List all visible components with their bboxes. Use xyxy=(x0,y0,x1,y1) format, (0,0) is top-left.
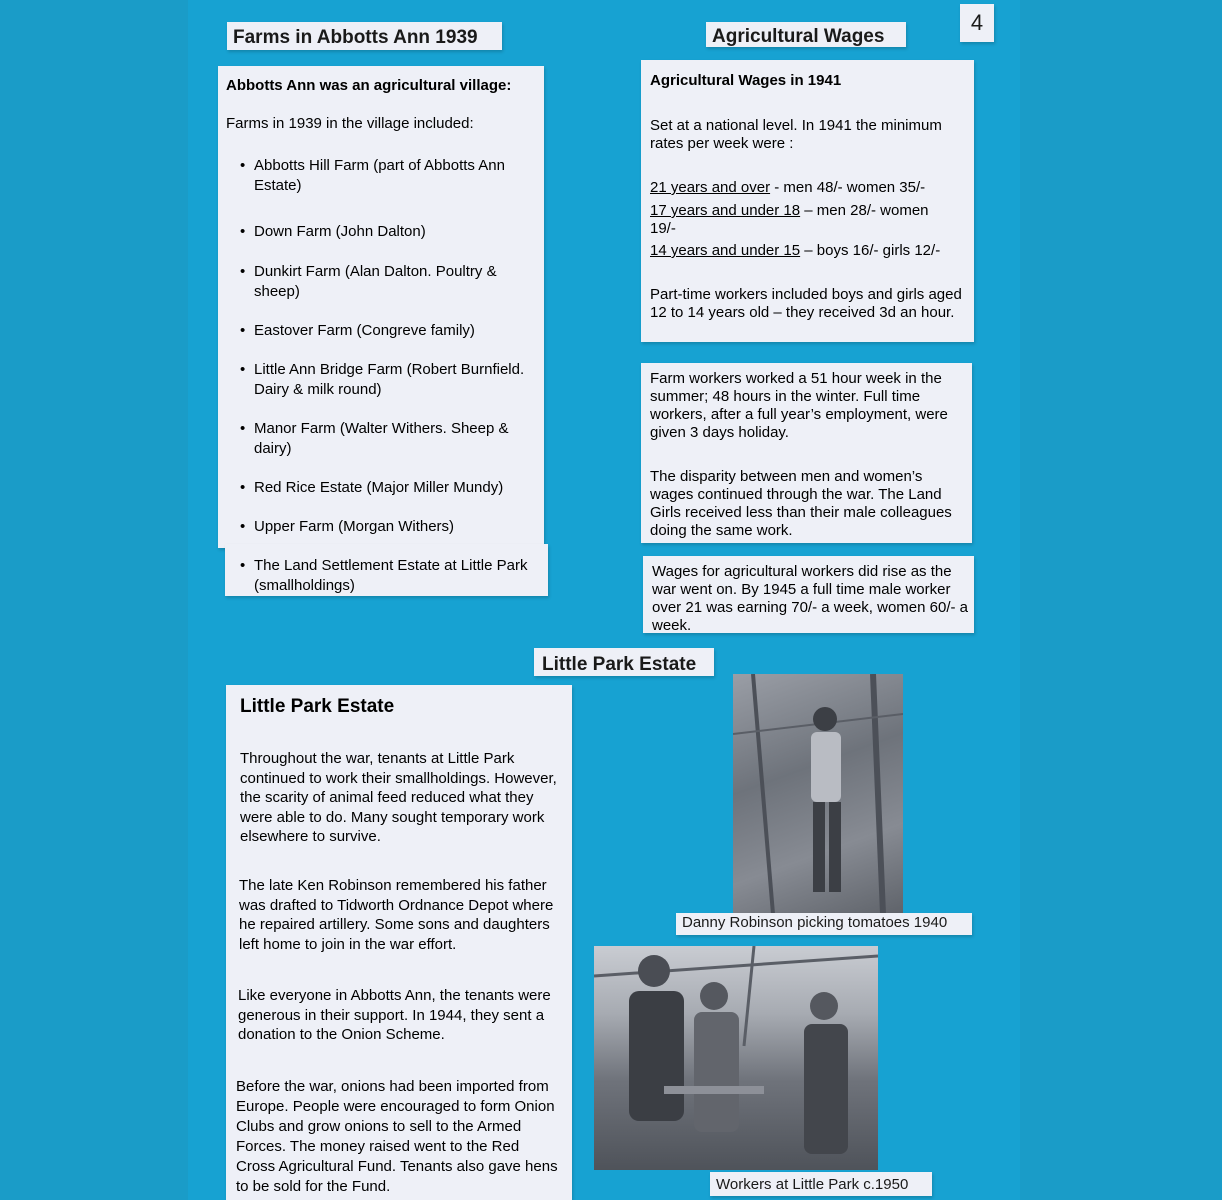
farm-item: • Little Ann Bridge Farm (Robert Burnfield. Dairy & milk round) xyxy=(240,360,544,400)
wage-rate-values: – boys 16/- girls 12/- xyxy=(800,242,941,259)
man-figure-icon xyxy=(733,674,903,914)
farms-card xyxy=(218,66,544,548)
wages-parttime: Part-time workers included boys and girls aged 12 to 14 years old – they received 3d an hour. xyxy=(650,286,962,321)
wage-rate-age: 14 years and under 15 xyxy=(650,242,801,259)
little-park-p2: The late Ken Robinson remembered his father was drafted to Tidworth Ordnance Depot where he repaired artillery. Some sons and daughters left home to join in the war effort. xyxy=(239,877,554,953)
farm-item: • The Land Settlement Estate at Little Park (smallholdings) xyxy=(240,556,550,596)
farms-intro: Farms in 1939 in the village included: xyxy=(226,115,474,132)
wage-rate-age: 17 years and under 18 xyxy=(650,202,801,219)
wages-disparity-text: The disparity between men and women’s wages continued through the war. The Land Girls received less than their male colleagues doing the same work. xyxy=(650,468,952,539)
wages-hours-text: Farm workers worked a 51 hour week in the summer; 48 hours in the winter. Full time workers, after a full year’s employment, were given 3 days holiday. xyxy=(650,370,948,441)
wages-card-title: Agricultural Wages in 1941 xyxy=(650,72,842,89)
photo-danny-caption: Danny Robinson picking tomatoes 1940 xyxy=(676,913,972,935)
wage-rate-14-15 xyxy=(650,242,965,260)
photo-workers-caption: Workers at Little Park c.1950 xyxy=(710,1172,932,1196)
little-park-heading: Little Park Estate xyxy=(534,648,714,676)
little-park-p1: Throughout the war, tenants at Little Park continued to work their smallholdings. However, the scarity of animal feed reduced what they were able to do. Many sought temporary work elsewhere to survive. xyxy=(240,750,557,845)
farms-intro-bold: Abbotts Ann was an agricultural village: xyxy=(226,77,512,94)
little-park-card-title: Little Park Estate xyxy=(240,696,395,717)
workers-group-icon xyxy=(594,946,878,1170)
farm-item: • Abbotts Hill Farm (part of Abbotts Ann Estate) xyxy=(240,156,526,196)
photo-danny-robinson xyxy=(733,674,903,914)
farm-item: • Upper Farm (Morgan Withers) xyxy=(240,517,544,537)
wage-rate-values: – men 28/- women 19/- xyxy=(650,202,929,237)
wages-heading: Agricultural Wages xyxy=(706,22,906,47)
photo-little-park-workers xyxy=(594,946,878,1170)
wage-rate-age: 21 years and over xyxy=(650,179,771,196)
farm-item: • Eastover Farm (Congreve family) xyxy=(240,321,534,341)
farm-item: • Manor Farm (Walter Withers. Sheep & dairy) xyxy=(240,419,526,459)
farms-heading: Farms in Abbotts Ann 1939 xyxy=(227,22,502,50)
farm-item: • Dunkirt Farm (Alan Dalton. Poultry & sheep) xyxy=(240,262,514,302)
little-park-p3: Like everyone in Abbotts Ann, the tenants were generous in their support. In 1944, they sent a donation to the Onion Scheme. xyxy=(238,987,551,1043)
farm-item: • Down Farm (John Dalton) xyxy=(240,222,526,242)
farm-item: • Red Rice Estate (Major Miller Mundy) xyxy=(240,478,544,498)
little-park-p4: Before the war, onions had been imported from Europe. People were encouraged to form Onion Clubs and grow onions to sell to the Armed Forces. The money raised went to the Red Cross Agricultural Fund. Tenants also gave hens to be sold for the Fund. xyxy=(236,1078,558,1195)
wage-rate-17-18 xyxy=(650,202,955,238)
wages-card-intro: Set at a national level. In 1941 the minimum rates per week were : xyxy=(650,117,942,152)
wages-rise-text: Wages for agricultural workers did rise as the war went on. By 1945 a full time male worker over 21 was earning 70/- a week, women 60/- a week. xyxy=(652,563,969,634)
wage-rate-values: - men 48/- women 35/- xyxy=(770,179,926,196)
wage-rate-21-over xyxy=(650,179,965,197)
page-number: 4 xyxy=(960,4,994,42)
